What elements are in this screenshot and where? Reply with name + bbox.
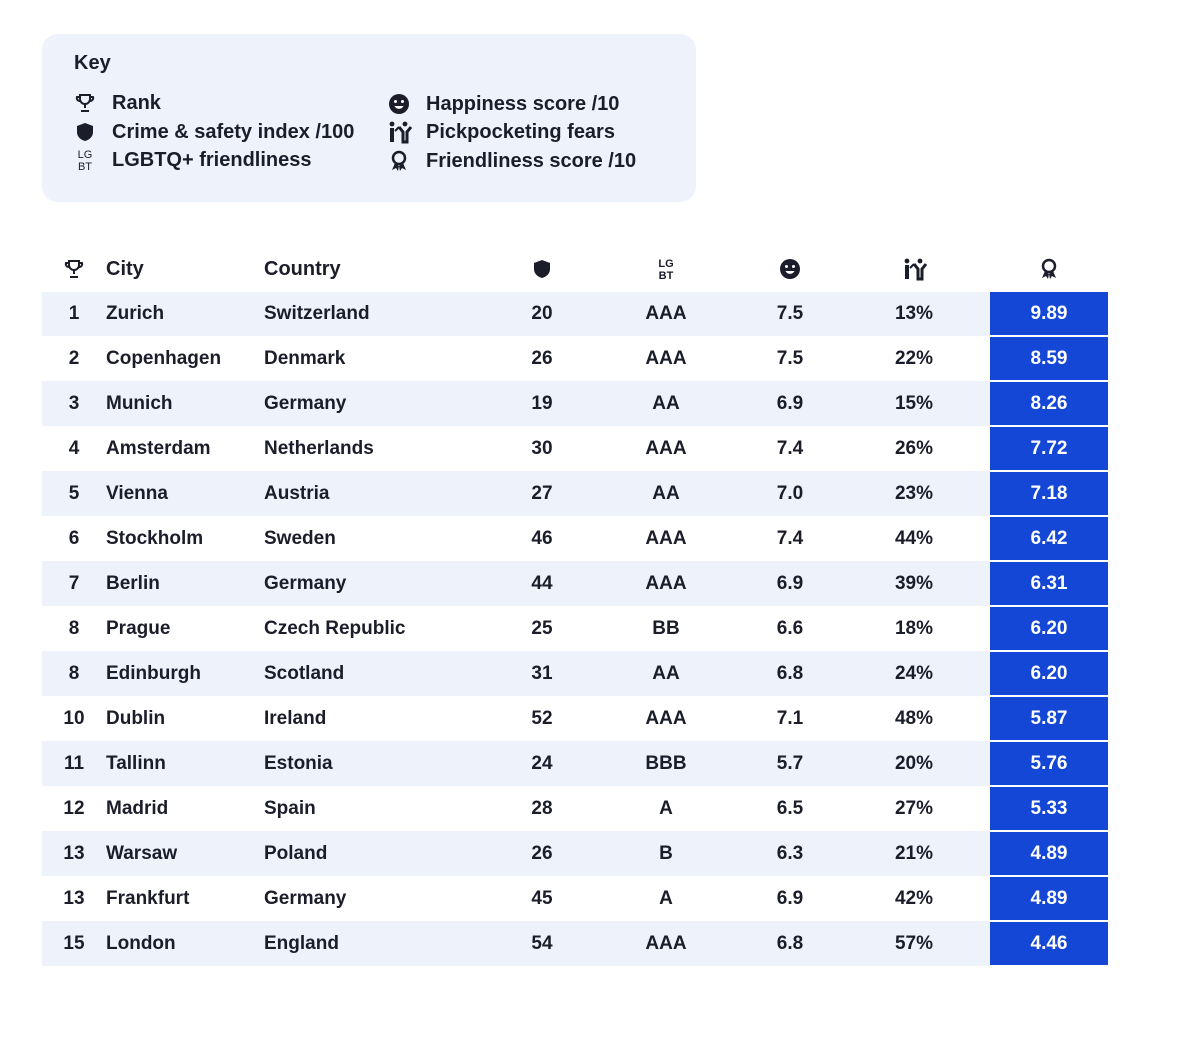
award-icon bbox=[990, 257, 1108, 281]
rank-cell: 8 bbox=[42, 651, 106, 696]
rank-cell: 8 bbox=[42, 606, 106, 651]
happiness-cell: 7.0 bbox=[742, 471, 838, 516]
city-cell: Zurich bbox=[106, 292, 264, 336]
lgbt-rating-cell: BBB bbox=[590, 741, 742, 786]
crime-index-cell: 26 bbox=[494, 831, 590, 876]
crime-index-cell: 54 bbox=[494, 921, 590, 966]
friendliness-score-cell: 6.42 bbox=[990, 516, 1108, 561]
city-cell: Stockholm bbox=[106, 516, 264, 561]
crime-index-cell: 25 bbox=[494, 606, 590, 651]
pickpocket-icon bbox=[386, 119, 412, 145]
key-label: Crime & safety index /100 bbox=[112, 120, 355, 143]
happiness-cell: 6.5 bbox=[742, 786, 838, 831]
country-cell: Denmark bbox=[264, 336, 494, 381]
table-row bbox=[42, 651, 1108, 696]
crime-index-cell: 24 bbox=[494, 741, 590, 786]
friendliness-score-cell: 6.31 bbox=[990, 561, 1108, 606]
pickpocket-cell: 18% bbox=[838, 606, 990, 651]
table-row bbox=[42, 696, 1108, 741]
svg-text:BT: BT bbox=[658, 270, 674, 282]
svg-text:BT: BT bbox=[77, 161, 93, 173]
pickpocket-cell: 48% bbox=[838, 696, 990, 741]
friendliness-score-cell: 8.59 bbox=[990, 336, 1108, 381]
city-cell: Munich bbox=[106, 381, 264, 426]
key-label: Happiness score /10 bbox=[426, 92, 620, 115]
shield-icon bbox=[72, 119, 98, 145]
table-row bbox=[42, 381, 1108, 426]
rank-cell: 15 bbox=[42, 921, 106, 966]
table-row bbox=[42, 831, 1108, 876]
table-header bbox=[42, 246, 1108, 292]
city-cell: Prague bbox=[106, 606, 264, 651]
rank-cell: 4 bbox=[42, 426, 106, 471]
rank-cell: 11 bbox=[42, 741, 106, 786]
rank-cell: 1 bbox=[42, 292, 106, 336]
table-row bbox=[42, 336, 1108, 381]
country-cell: Germany bbox=[264, 876, 494, 921]
lgbt-rating-cell: AAA bbox=[590, 561, 742, 606]
key-item-pickpocket bbox=[386, 119, 615, 145]
crime-index-cell: 46 bbox=[494, 516, 590, 561]
country-cell: Switzerland bbox=[264, 292, 494, 336]
key-title: Key bbox=[74, 52, 111, 74]
rank-cell: 10 bbox=[42, 696, 106, 741]
key-label: Rank bbox=[112, 91, 161, 114]
city-cell: Dublin bbox=[106, 696, 264, 741]
city-cell: Tallinn bbox=[106, 741, 264, 786]
friendliness-score-cell: 4.46 bbox=[990, 921, 1108, 966]
lgbt-icon bbox=[590, 256, 742, 282]
pickpocket-icon bbox=[838, 257, 990, 281]
key-item-friendliness bbox=[386, 148, 636, 174]
city-cell: Madrid bbox=[106, 786, 264, 831]
lgbt-rating-cell: BB bbox=[590, 606, 742, 651]
rankings-table bbox=[42, 246, 1108, 967]
rank-cell: 13 bbox=[42, 876, 106, 921]
key-panel bbox=[42, 34, 696, 202]
friendliness-score-cell: 5.76 bbox=[990, 741, 1108, 786]
header-country: Country bbox=[264, 257, 341, 280]
friendliness-score-cell: 8.26 bbox=[990, 381, 1108, 426]
city-cell: London bbox=[106, 921, 264, 966]
country-cell: Czech Republic bbox=[264, 606, 494, 651]
friendliness-score-cell: 4.89 bbox=[990, 876, 1108, 921]
friendliness-score-cell: 5.87 bbox=[990, 696, 1108, 741]
crime-index-cell: 26 bbox=[494, 336, 590, 381]
crime-index-cell: 31 bbox=[494, 651, 590, 696]
rank-cell: 12 bbox=[42, 786, 106, 831]
key-item-rank bbox=[72, 90, 161, 116]
smiley-icon bbox=[386, 91, 412, 117]
smiley-icon bbox=[742, 257, 838, 281]
city-cell: Berlin bbox=[106, 561, 264, 606]
country-cell: Estonia bbox=[264, 741, 494, 786]
friendliness-score-cell: 6.20 bbox=[990, 651, 1108, 696]
rank-cell: 2 bbox=[42, 336, 106, 381]
happiness-cell: 5.7 bbox=[742, 741, 838, 786]
lgbt-rating-cell: A bbox=[590, 786, 742, 831]
table-row bbox=[42, 292, 1108, 336]
header-rank bbox=[42, 246, 106, 292]
rank-cell: 3 bbox=[42, 381, 106, 426]
lgbt-rating-cell: B bbox=[590, 831, 742, 876]
trophy-icon bbox=[42, 257, 106, 281]
happiness-cell: 6.9 bbox=[742, 876, 838, 921]
friendliness-score-cell: 5.33 bbox=[990, 786, 1108, 831]
pickpocket-cell: 21% bbox=[838, 831, 990, 876]
country-cell: Netherlands bbox=[264, 426, 494, 471]
table-row bbox=[42, 921, 1108, 966]
city-cell: Copenhagen bbox=[106, 336, 264, 381]
pickpocket-cell: 23% bbox=[838, 471, 990, 516]
country-cell: Spain bbox=[264, 786, 494, 831]
rank-cell: 5 bbox=[42, 471, 106, 516]
city-cell: Warsaw bbox=[106, 831, 264, 876]
crime-index-cell: 20 bbox=[494, 292, 590, 336]
happiness-cell: 7.5 bbox=[742, 292, 838, 336]
country-cell: Poland bbox=[264, 831, 494, 876]
key-item-crime bbox=[72, 119, 354, 145]
header-city: City bbox=[106, 257, 144, 280]
friendliness-score-cell: 7.72 bbox=[990, 426, 1108, 471]
country-cell: Germany bbox=[264, 381, 494, 426]
lgbt-rating-cell: AAA bbox=[590, 921, 742, 966]
friendliness-score-cell: 6.20 bbox=[990, 606, 1108, 651]
pickpocket-cell: 15% bbox=[838, 381, 990, 426]
pickpocket-cell: 57% bbox=[838, 921, 990, 966]
header-pickpocket bbox=[838, 246, 990, 292]
award-icon bbox=[386, 148, 412, 174]
lgbt-rating-cell: AA bbox=[590, 651, 742, 696]
happiness-cell: 7.1 bbox=[742, 696, 838, 741]
key-label: LGBTQ+ friendliness bbox=[112, 148, 312, 171]
friendliness-score-cell: 4.89 bbox=[990, 831, 1108, 876]
svg-text:LG: LG bbox=[658, 258, 674, 270]
country-cell: Germany bbox=[264, 561, 494, 606]
happiness-cell: 7.4 bbox=[742, 426, 838, 471]
crime-index-cell: 45 bbox=[494, 876, 590, 921]
city-cell: Edinburgh bbox=[106, 651, 264, 696]
header-lgbt bbox=[590, 246, 742, 292]
table-row bbox=[42, 741, 1108, 786]
pickpocket-cell: 27% bbox=[838, 786, 990, 831]
lgbt-rating-cell: A bbox=[590, 876, 742, 921]
country-cell: Ireland bbox=[264, 696, 494, 741]
city-cell: Frankfurt bbox=[106, 876, 264, 921]
country-cell: Austria bbox=[264, 471, 494, 516]
table-row bbox=[42, 561, 1108, 606]
crime-index-cell: 52 bbox=[494, 696, 590, 741]
pickpocket-cell: 13% bbox=[838, 292, 990, 336]
crime-index-cell: 28 bbox=[494, 786, 590, 831]
crime-index-cell: 19 bbox=[494, 381, 590, 426]
table-row bbox=[42, 876, 1108, 921]
table-row bbox=[42, 516, 1108, 561]
pickpocket-cell: 39% bbox=[838, 561, 990, 606]
rank-cell: 7 bbox=[42, 561, 106, 606]
table-row bbox=[42, 426, 1108, 471]
table-row bbox=[42, 786, 1108, 831]
rank-cell: 6 bbox=[42, 516, 106, 561]
country-cell: Sweden bbox=[264, 516, 494, 561]
pickpocket-cell: 44% bbox=[838, 516, 990, 561]
friendliness-score-cell: 9.89 bbox=[990, 292, 1108, 336]
key-item-lgbt bbox=[72, 147, 311, 173]
pickpocket-cell: 42% bbox=[838, 876, 990, 921]
pickpocket-cell: 20% bbox=[838, 741, 990, 786]
country-cell: England bbox=[264, 921, 494, 966]
table-row bbox=[42, 471, 1108, 516]
rank-cell: 13 bbox=[42, 831, 106, 876]
city-cell: Amsterdam bbox=[106, 426, 264, 471]
lgbt-rating-cell: AAA bbox=[590, 336, 742, 381]
country-cell: Scotland bbox=[264, 651, 494, 696]
header-friendliness bbox=[990, 246, 1108, 292]
happiness-cell: 6.8 bbox=[742, 921, 838, 966]
lgbt-rating-cell: AAA bbox=[590, 292, 742, 336]
svg-text:LG: LG bbox=[77, 149, 93, 161]
pickpocket-cell: 22% bbox=[838, 336, 990, 381]
friendliness-score-cell: 7.18 bbox=[990, 471, 1108, 516]
city-cell: Vienna bbox=[106, 471, 264, 516]
trophy-icon bbox=[72, 90, 98, 116]
table-row bbox=[42, 606, 1108, 651]
crime-index-cell: 44 bbox=[494, 561, 590, 606]
lgbt-rating-cell: AA bbox=[590, 381, 742, 426]
pickpocket-cell: 24% bbox=[838, 651, 990, 696]
crime-index-cell: 30 bbox=[494, 426, 590, 471]
header-happiness bbox=[742, 246, 838, 292]
key-item-happiness bbox=[386, 91, 619, 117]
lgbt-rating-cell: AA bbox=[590, 471, 742, 516]
happiness-cell: 6.9 bbox=[742, 381, 838, 426]
lgbt-icon bbox=[72, 147, 98, 173]
lgbt-rating-cell: AAA bbox=[590, 516, 742, 561]
happiness-cell: 6.3 bbox=[742, 831, 838, 876]
key-label: Friendliness score /10 bbox=[426, 149, 637, 172]
happiness-cell: 6.8 bbox=[742, 651, 838, 696]
pickpocket-cell: 26% bbox=[838, 426, 990, 471]
header-crime bbox=[494, 246, 590, 292]
lgbt-rating-cell: AAA bbox=[590, 426, 742, 471]
shield-icon bbox=[494, 257, 590, 281]
crime-index-cell: 27 bbox=[494, 471, 590, 516]
lgbt-rating-cell: AAA bbox=[590, 696, 742, 741]
happiness-cell: 7.5 bbox=[742, 336, 838, 381]
happiness-cell: 6.6 bbox=[742, 606, 838, 651]
key-label: Pickpocketing fears bbox=[426, 120, 615, 143]
happiness-cell: 7.4 bbox=[742, 516, 838, 561]
happiness-cell: 6.9 bbox=[742, 561, 838, 606]
